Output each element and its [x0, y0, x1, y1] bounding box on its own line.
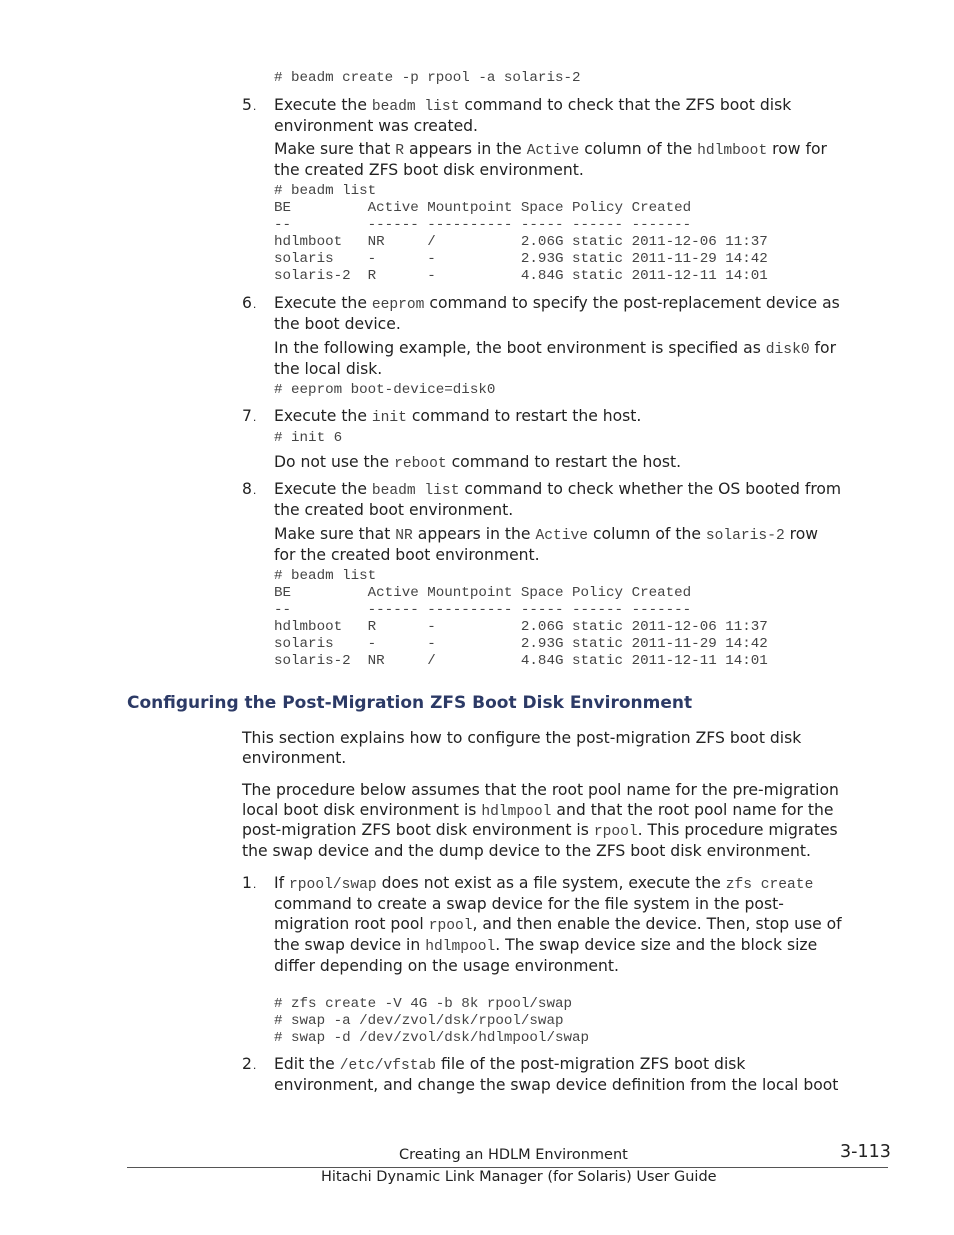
step-text: differ depending on the usage environment.: [274, 957, 619, 975]
step-text: Execute the beadm list command to check that the ZFS boot disk: [274, 96, 792, 115]
code-block-beadm-create: # beadm create -p rpool -a solaris-2: [274, 70, 581, 86]
code-block-init: # init 6: [274, 430, 343, 446]
step-number: 2.: [242, 1055, 257, 1073]
step-text: Edit the /etc/vfstab file of the post-migration ZFS boot disk: [274, 1055, 746, 1074]
step-note: the local disk.: [274, 360, 383, 378]
step-text: Execute the beadm list command to check whether the OS booted from: [274, 480, 842, 499]
step-note: In the following example, the boot environment is specified as disk0 for: [274, 339, 836, 358]
step-text: If rpool/swap does not exist as a file system, execute the zfs create: [274, 874, 814, 893]
paragraph: the swap device and the dump device to the ZFS boot disk environment.: [242, 842, 811, 860]
step-number: 1.: [242, 874, 257, 892]
section-heading: Configuring the Post-Migration ZFS Boot Disk Environment: [127, 693, 693, 713]
step-text: environment, and change the swap device definition from the local boot: [274, 1076, 839, 1094]
code-block-beadm-list: # beadm list BE Active Mountpoint Space Policy Created -- ------ ---------- ----- ------ ------- hdlmboot R - 2.06G static 2011-12-06 11:37 solaris - - 2.93G static 2011-11-29 14:42 solaris-2 NR / 4.84G static 2011-12-11 14:01: [274, 568, 768, 669]
step-text: Execute the init command to restart the host.: [274, 407, 642, 426]
footer-chapter-title: Creating an HDLM Environment: [399, 1147, 628, 1163]
step-number: 8.: [242, 480, 257, 498]
step-number: 7.: [242, 407, 257, 425]
step-number: 6.: [242, 294, 257, 312]
step-note: Make sure that NR appears in the Active column of the solaris-2 row: [274, 525, 819, 544]
code-block-beadm-list: # beadm list BE Active Mountpoint Space Policy Created -- ------ ---------- ----- ------ ------- hdlmboot NR / 2.06G static 2011-12-06 11:37 solaris - - 2.93G static 2011-11-29 14:42 solaris-2 R - 4.84G static 2011-12-11 14:01: [274, 183, 768, 284]
step-text: command to create a swap device for the file system in the post-: [274, 895, 784, 913]
step-text: the swap device in hdlmpool. The swap device size and the block size: [274, 936, 818, 955]
step-note: Make sure that R appears in the Active column of the hdlmboot row for: [274, 140, 827, 159]
code-block-eeprom: # eeprom boot-device=disk0: [274, 382, 496, 398]
paragraph: The procedure below assumes that the root pool name for the pre-migration: [242, 781, 839, 799]
footer-book-title: Hitachi Dynamic Link Manager (for Solaris) User Guide: [321, 1169, 717, 1185]
paragraph: This section explains how to configure the post-migration ZFS boot disk: [242, 729, 802, 747]
paragraph: local boot disk environment is hdlmpool and that the root pool name for the: [242, 801, 834, 820]
step-number: 5.: [242, 96, 257, 114]
step-text: Execute the eeprom command to specify the post-replacement device as: [274, 294, 840, 313]
step-note: Do not use the reboot command to restart the host.: [274, 453, 682, 472]
step-note: the created ZFS boot disk environment.: [274, 161, 584, 179]
step-note: for the created boot environment.: [274, 546, 540, 564]
step-text: migration root pool rpool, and then enable the device. Then, stop use of: [274, 915, 842, 934]
paragraph: post-migration ZFS boot disk environment is rpool. This procedure migrates: [242, 821, 838, 840]
step-text: the boot device.: [274, 315, 401, 333]
code-block-swap: # zfs create -V 4G -b 8k rpool/swap # swap -a /dev/zvol/dsk/rpool/swap # swap -d /dev/zvol/dsk/hdlmpool/swap: [274, 996, 590, 1046]
footer-divider: [127, 1167, 888, 1168]
step-text: the created boot environment.: [274, 501, 514, 519]
paragraph: environment.: [242, 749, 347, 767]
page-number: 3-113: [840, 1142, 891, 1162]
step-text: environment was created.: [274, 117, 479, 135]
